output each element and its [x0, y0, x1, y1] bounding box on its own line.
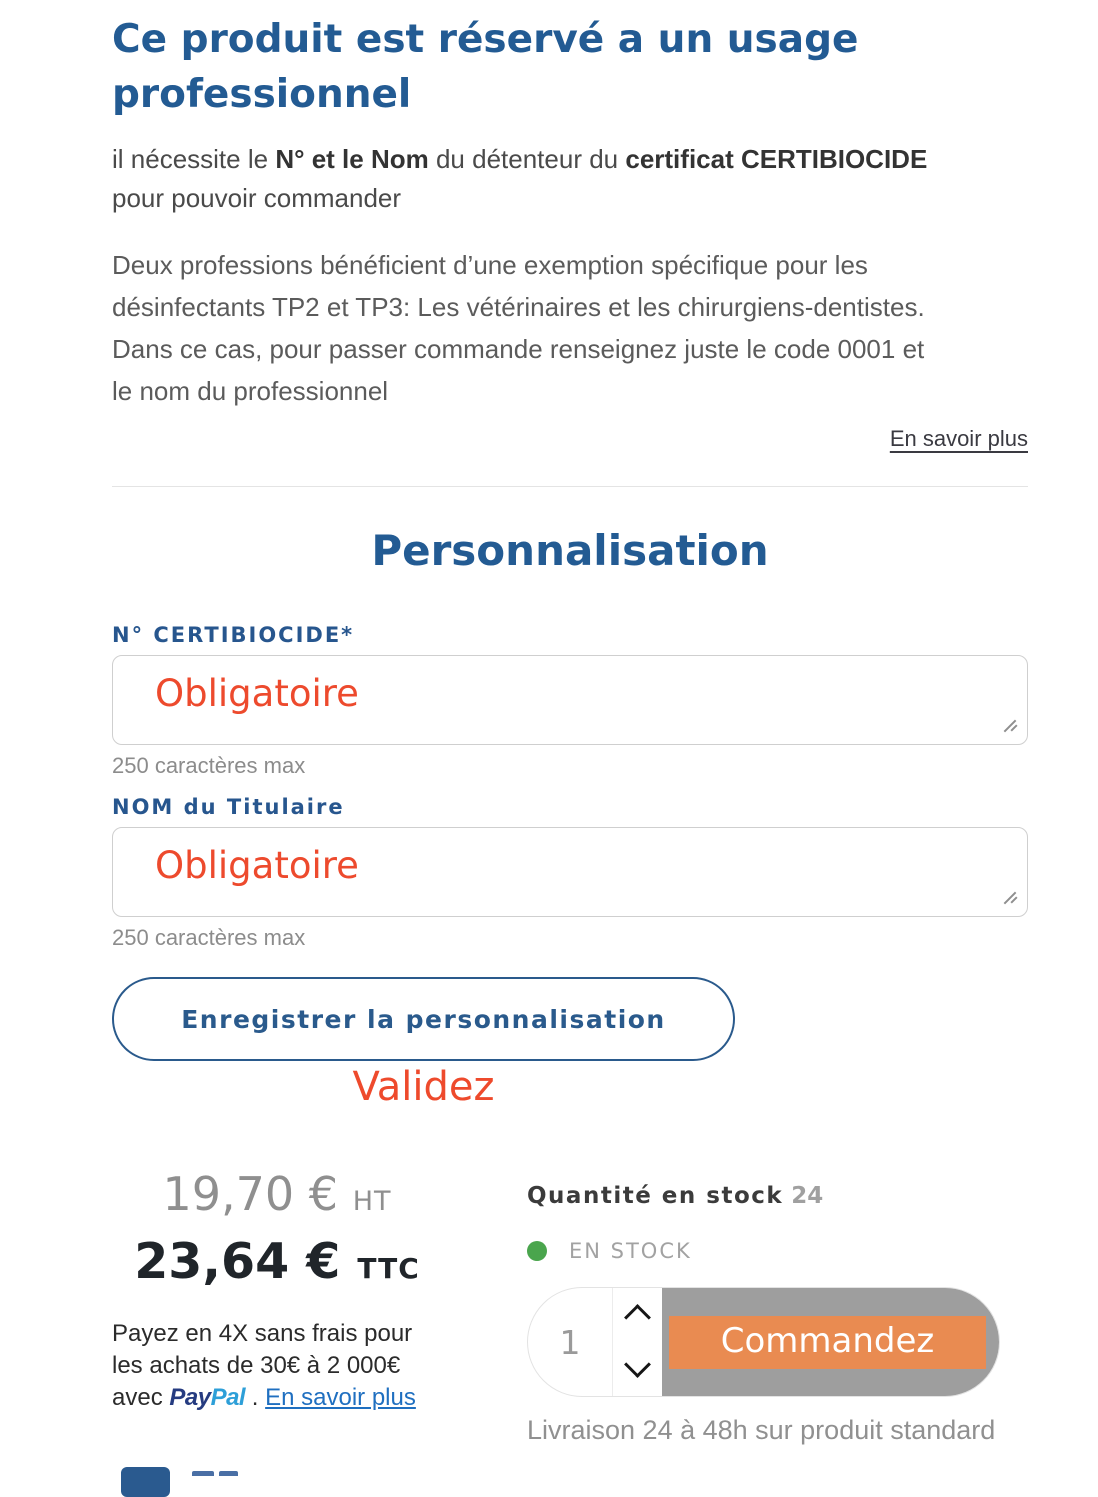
in-stock-label: EN STOCK [569, 1239, 692, 1263]
body-line: Dans ce cas, pour passer commande renseignez juste le code 0001 et [112, 334, 925, 364]
product-info-panel [0, 12, 1098, 1446]
quantity-stepper [612, 1288, 662, 1396]
price-incl-tax-amount: 23,64 € [134, 1233, 341, 1290]
paypal-promo [112, 1318, 442, 1414]
notice-intro [112, 140, 1028, 218]
price-excl-tax-suffix: HT [352, 1186, 392, 1217]
paypal-promo-line2: les achats de 30€ à 2 000€ [112, 1352, 401, 1379]
stock-quantity-row [527, 1183, 1028, 1209]
notice-title-line2: professionnel [112, 72, 412, 117]
paypal-logo-pal: Pal [210, 1384, 246, 1411]
notice-body [112, 244, 1028, 412]
price-incl-tax-suffix: TTC [357, 1252, 420, 1285]
order-button[interactable]: Commandez [669, 1316, 986, 1369]
intro-text: il nécessite le [112, 144, 276, 174]
partial-cutoff-icon [121, 1467, 170, 1497]
resize-grip-icon[interactable] [1002, 889, 1020, 907]
partial-cutoff-text-fragment [219, 1471, 238, 1476]
partial-cutoff-text-fragment [192, 1471, 214, 1476]
validate-note: Validez [352, 1064, 495, 1110]
paypal-learn-more-link[interactable]: En savoir plus [265, 1384, 416, 1411]
price-excl-tax [112, 1169, 442, 1227]
stock-status-row [527, 1239, 1028, 1263]
order-button-track [662, 1288, 999, 1396]
save-personalization-button[interactable]: Enregistrer la personnalisation [112, 977, 735, 1061]
intro-text-mid: du détenteur du [428, 144, 626, 174]
save-block [112, 977, 735, 1109]
notice-title-line1: Ce produit est réservé a un usage [112, 17, 859, 62]
quantity-decrease-icon[interactable] [624, 1351, 651, 1378]
intro-text-line2: pour pouvoir commander [112, 183, 402, 213]
certibiocide-number-hint: 250 caractères max [112, 753, 306, 778]
certibiocide-number-field-wrap [112, 655, 1028, 745]
holder-name-input[interactable] [112, 827, 1028, 917]
quantity-order-group [527, 1287, 1000, 1397]
price-column [112, 1169, 442, 1446]
price-excl-tax-amount: 19,70 € [162, 1167, 339, 1221]
paypal-line3-pre: avec [112, 1384, 170, 1411]
personalization-title: Personnalisation [371, 526, 769, 575]
body-line: désinfectants TP2 et TP3: Les vétérinaires et les chirurgiens-dentistes. [112, 292, 925, 322]
intro-bold-certificate: certificat CERTIBIOCIDE [625, 144, 928, 174]
intro-bold-number-name: N° et le Nom [275, 144, 429, 174]
quantity-input[interactable]: 1 [559, 1322, 581, 1362]
paypal-promo-line1: Payez en 4X sans frais pour [112, 1320, 413, 1347]
more-row [112, 426, 1028, 452]
delivery-info: Livraison 24 à 48h sur produit standard [527, 1415, 996, 1445]
paypal-promo-line3 [112, 1382, 442, 1414]
body-line: Deux professions bénéficient d’une exemption spécifique pour les [112, 250, 868, 280]
resize-grip-icon[interactable] [1002, 717, 1020, 735]
learn-more-link[interactable]: En savoir plus [889, 426, 1028, 451]
section-divider [112, 486, 1028, 487]
holder-name-hint: 250 caractères max [112, 925, 306, 950]
price-incl-tax [112, 1235, 442, 1296]
body-line: le nom du professionnel [112, 376, 389, 406]
certibiocide-number-input[interactable] [112, 655, 1028, 745]
holder-name-label: NOM du Titulaire [112, 795, 345, 819]
certibiocide-number-label: N° CERTIBIOCIDE* [112, 623, 355, 647]
paypal-logo-pay: Pay [169, 1384, 211, 1411]
purchase-section [112, 1169, 1028, 1446]
holder-name-field-wrap [112, 827, 1028, 917]
in-stock-dot-icon [527, 1241, 547, 1261]
paypal-line3-sep: . [245, 1384, 266, 1411]
stock-quantity-count: 24 [791, 1183, 824, 1209]
stock-order-column [527, 1169, 1028, 1446]
stock-quantity-label: Quantité en stock [527, 1183, 784, 1209]
notice-title [112, 12, 1028, 122]
quantity-increase-icon[interactable] [624, 1304, 651, 1331]
